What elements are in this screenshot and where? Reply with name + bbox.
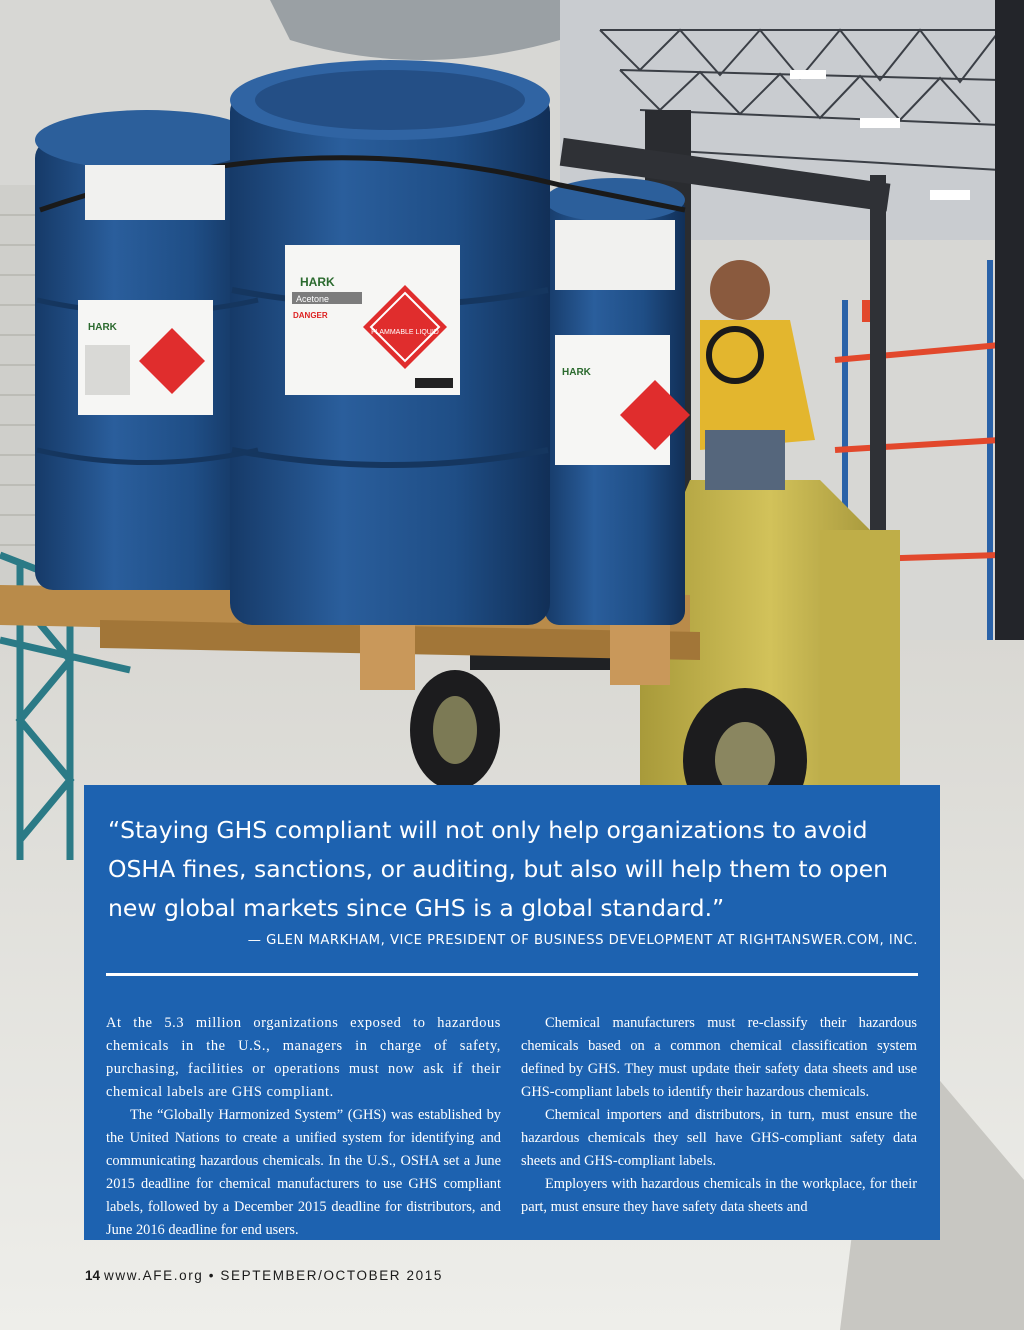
quote-attribution: — GLEN MARKHAM, VICE PRESIDENT OF BUSINESS DEVELOPMENT AT RIGHTANSWER.COM, INC.: [247, 933, 918, 948]
drum-label-top: [85, 165, 225, 220]
drum-label-brand: HARK: [88, 322, 117, 333]
driver-head: [710, 260, 770, 320]
drum-label-top: [555, 220, 675, 290]
body-column-left: [106, 1012, 501, 1242]
drum-label-brand: HARK: [562, 367, 591, 378]
body-paragraph: The “Globally Harmonized System” (GHS) was established by the United Nations to create a unified system for identifying and communicating hazardous chemicals. In the U.S., OSHA set a June 2015 deadline for chemical manufacturers to use GHS compliant labels, followed by a December 2015 deadline for distributors, and June 2016 deadline for end users.: [106, 1107, 501, 1238]
forklift-wheel: [433, 696, 477, 764]
page-number: 14: [85, 1268, 101, 1283]
drum-label-brand: HARK: [300, 275, 335, 289]
drum-label-product: Acetone: [296, 294, 330, 304]
pull-quote: “Staying GHS compliant will not only help organizations to avoid OSHA fines, sanctions, or auditing, but also will help them to open new global markets since GHS is a global standard.”: [108, 816, 889, 922]
ceiling-light: [860, 118, 900, 128]
ceiling-light: [930, 190, 970, 200]
footer-text: www.AFE.org • SEPTEMBER/OCTOBER 2015: [104, 1268, 443, 1283]
drum-label: [555, 335, 690, 465]
ceiling-light: [790, 70, 826, 79]
body-paragraph: Employers with hazardous chemicals in the workplace, for their part, must ensure they have safety data sheets and: [521, 1176, 917, 1215]
body-paragraph: Chemical manufacturers must re-classify their hazardous chemicals based on a common chemical classification system defined by GHS. They must update their safety data sheets and use GHS-compliant labels to identify their hazardous chemicals.: [521, 1015, 917, 1100]
drum-label-signal: DANGER: [293, 311, 328, 320]
drum-label: [285, 245, 460, 395]
pull-quote-panel: [84, 785, 940, 1240]
body-column-right: [521, 1012, 917, 1219]
drum-label: [78, 300, 213, 415]
forklift-counterweight: [820, 530, 900, 790]
body-paragraph: Chemical importers and distributors, in turn, must ensure the hazardous chemicals they sell have GHS-compliant safety data sheets and GHS-compliant labels.: [521, 1107, 917, 1169]
divider-rule: [106, 973, 918, 976]
driver-jeans: [705, 430, 785, 490]
page-footer: [85, 1268, 443, 1283]
body-paragraph: At the 5.3 million organizations exposed to hazardous chemicals in the U.S., managers in charge of safety, purchasing, facilities or operations must now ask if their chemical labels are GHS compliant.: [106, 1015, 501, 1100]
drum-label-hazard: FLAMMABLE LIQUID: [371, 329, 439, 336]
